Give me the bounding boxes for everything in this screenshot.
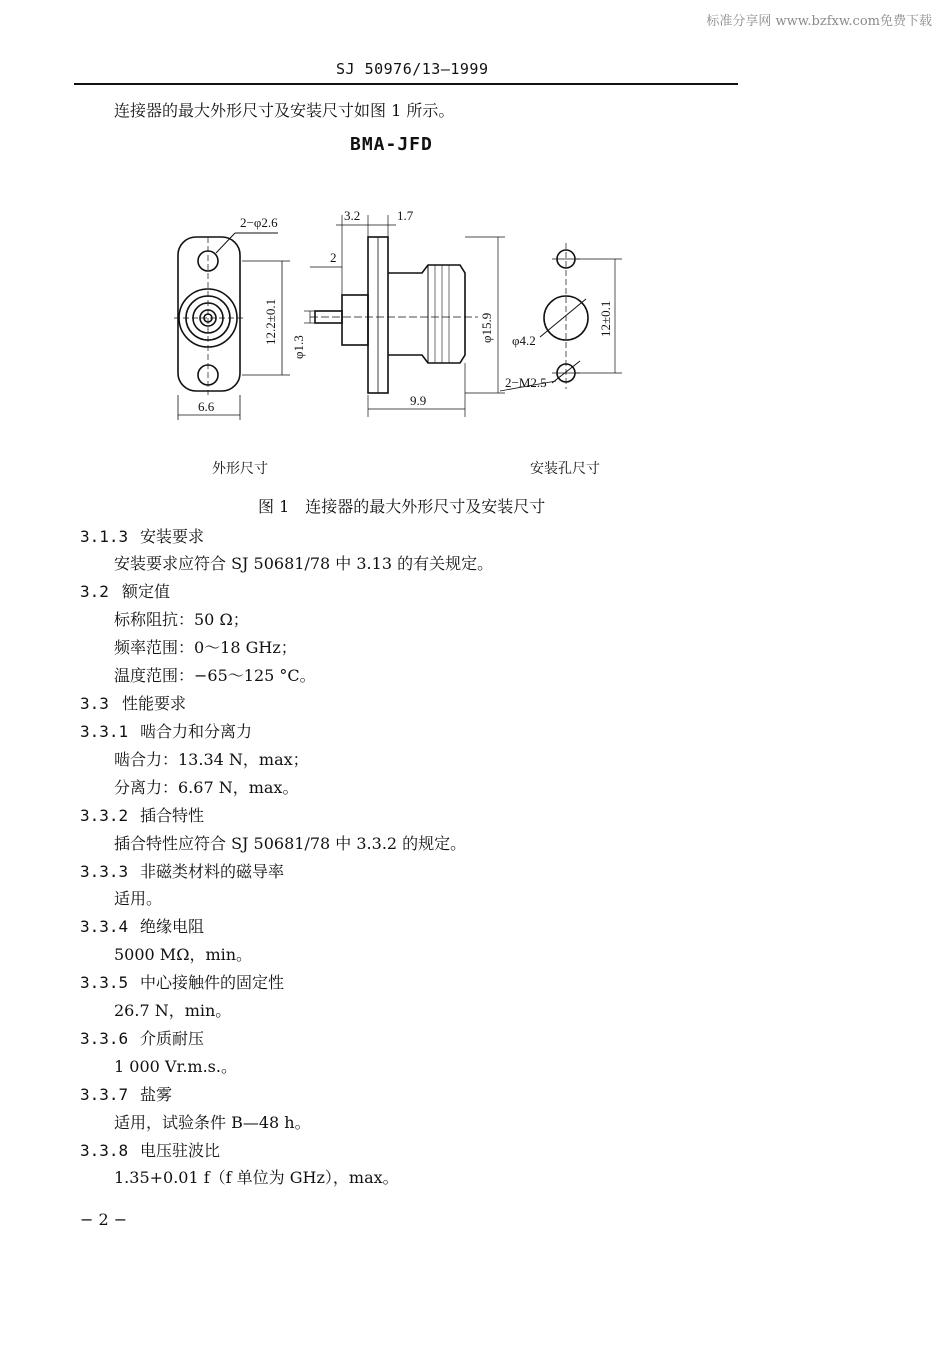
dim-d3: 2: [330, 250, 337, 265]
section-3-3-2-heading: 3.3.2 插合特性: [80, 806, 205, 825]
label-outline: 外形尺寸: [212, 461, 268, 477]
dim-body: φ15.9: [479, 312, 494, 343]
section-3-1-3-heading: 3.1.3 安装要求: [80, 527, 205, 546]
section-3-2-heading: 3.2 额定值: [80, 582, 171, 601]
section-3-3-4-heading: 3.3.4 绝缘电阻: [80, 917, 205, 936]
section-3-3-7-heading: 3.3.7 盐雾: [80, 1085, 173, 1104]
dim-spacing: 12±0.1: [598, 300, 613, 337]
section-3-2-line-2: 频率范围：0～18 GHz；: [114, 638, 297, 657]
side-shoulder: [342, 295, 368, 345]
section-3-3-heading: 3.3 性能要求: [80, 694, 187, 713]
section-3-3-1-line-1: 啮合力：13.34 N，max；: [114, 750, 309, 769]
section-3-3-3-line-1: 适用。: [114, 889, 163, 908]
dim-bore: φ4.2: [512, 333, 536, 348]
dim-d2: 1.7: [397, 208, 414, 223]
section-3-3-3-heading: 3.3.3 非磁类材料的磁导率: [80, 862, 285, 881]
dim-width: 6.6: [198, 399, 215, 414]
section-3-3-2-line-1: 插合特性应符合 SJ 50681/78 中 3.3.2 的规定。: [114, 834, 467, 853]
dim-d1: 3.2: [344, 208, 361, 223]
connector-drawing: [160, 195, 640, 430]
watermark: 标准分享网 www.bzfxw.com免费下载: [706, 14, 932, 29]
side-body: [388, 265, 465, 363]
section-3-3-4-line-1: 5000 MΩ，min。: [114, 945, 253, 964]
section-3-3-1-line-2: 分离力：6.67 N，max。: [114, 778, 299, 797]
section-3-3-1-heading: 3.3.1 啮合力和分离力: [80, 722, 253, 741]
section-3-3-5-line-1: 26.7 N，min。: [114, 1001, 232, 1020]
figure-model-title: BMA-JFD: [350, 134, 433, 155]
dim-holes: 2−φ2.6: [240, 215, 278, 230]
section-3-3-7-line-1: 适用，试验条件 B—48 h。: [114, 1113, 311, 1132]
section-3-3-5-heading: 3.3.5 中心接触件的固定性: [80, 973, 285, 992]
intro-paragraph: 连接器的最大外形尺寸及安装尺寸如图 1 所示。: [114, 101, 455, 120]
section-3-3-8-heading: 3.3.8 电压驻波比: [80, 1141, 221, 1160]
dim-thread: 2−M2.5: [505, 375, 547, 390]
label-mount: 安装孔尺寸: [530, 461, 600, 477]
figure-caption: 图 1 连接器的最大外形尺寸及安装尺寸: [258, 497, 546, 516]
page-number: − 2 −: [80, 1210, 128, 1229]
document-code: SJ 50976/13—1999: [336, 60, 489, 78]
section-3-2-line-1: 标称阻抗：50 Ω；: [114, 610, 249, 629]
section-3-1-3-line-1: 安装要求应符合 SJ 50681/78 中 3.13 的有关规定。: [114, 554, 494, 573]
dim-pin: φ1.3: [291, 335, 306, 359]
section-3-3-8-line-1: 1.35+0.01 f（f 单位为 GHz），max。: [114, 1168, 399, 1187]
section-3-3-6-line-1: 1 000 Vr.m.s.。: [114, 1057, 237, 1076]
header-rule: [74, 83, 738, 85]
section-3-3-6-heading: 3.3.6 介质耐压: [80, 1029, 205, 1048]
dim-height: 12.2±0.1: [263, 298, 278, 345]
section-3-2-line-3: 温度范围：−65～125 °C。: [114, 666, 316, 685]
dim-len: 9.9: [410, 393, 427, 408]
